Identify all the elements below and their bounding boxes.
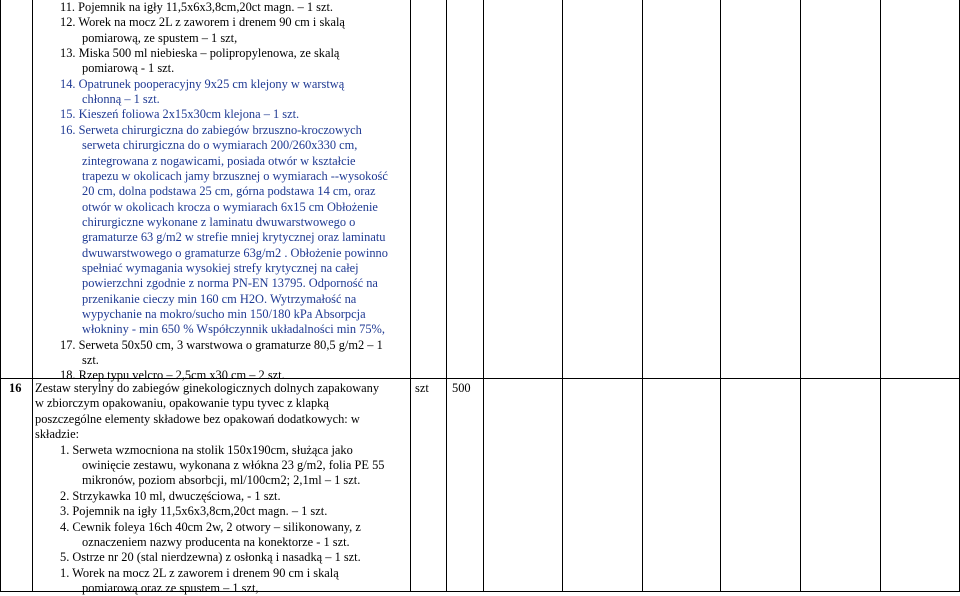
description-line: otwór w okolicach krocza o wymiarach 6x15 cm Obłożenie <box>82 199 378 214</box>
description-line: 1. Worek na mocz 2L z zaworem i drenem 90 cm i skalą <box>60 565 339 580</box>
description-line: włokniny - min 650 % Współczynnik układalności min 75%, <box>82 322 385 337</box>
description-line: składzie: <box>35 427 80 442</box>
description-line: gramaturze 63 g/m2 w strefie mniej krytycznej oraz laminatu <box>82 230 386 245</box>
description-line: pomiarową - 1 szt. <box>82 61 175 76</box>
description-line: 3. Pojemnik na igły 11,5x6x3,8cm,20ct magn. – 1 szt. <box>60 504 328 519</box>
description-line: 1. Serweta wzmocniona na stolik 150x190cm, służąca jako <box>60 442 353 457</box>
description-line: poszczególne elementy składowe bez opakowań dodatkowych: w <box>35 411 360 426</box>
description-line: 20 cm, dolna podstawa 25 cm, górna podstawa 14 cm, oraz <box>82 184 376 199</box>
description-line: 13. Miska 500 ml niebieska – polipropylenowa, ze skalą <box>60 46 340 61</box>
description-line: owinięcie zestawu, wykonana z włókna 23 g/m2, folia PE 55 <box>82 458 385 472</box>
description-line: 14. Opatrunek pooperacyjny 9x25 cm klejony w warstwą <box>60 76 345 91</box>
description-line: 17. Serweta 50x50 cm, 3 warstwowa o gramaturze 80,5 g/m2 – 1 <box>60 337 383 352</box>
quantity: 500 <box>452 381 471 395</box>
description-line: spełniać wymagania wysokiej strefy krytycznej na całej <box>82 260 359 275</box>
description-line: 15. Kieszeń foliowa 2x15x30cm klejona – 1 szt. <box>60 107 300 122</box>
description-line: 2. Strzykawka 10 ml, dwuczęściowa, - 1 szt. <box>60 488 281 503</box>
description-line: dwuwarstwowego o gramaturze 63g/m2 . Obłożenie powinno <box>82 245 388 260</box>
description-line: powierzchni zgodnie z norma PN-EN 13795. Odporność na <box>82 276 378 291</box>
description-line: w zbiorczym opakowaniu, opakowanie typu tyvec z klapką <box>35 396 329 411</box>
item-number: 16 <box>9 381 22 395</box>
description-line: trapezu w okolicach jamy brzusznej o wymiarach --wysokość <box>82 168 388 183</box>
description-line: pomiarową oraz ze spustem – 1 szt, <box>82 581 259 596</box>
description-line: 4. Cewnik foleya 16ch 40cm 2w, 2 otwory – silikonowany, z <box>60 519 361 534</box>
description-line: pomiarową, ze spustem – 1 szt, <box>82 30 238 45</box>
description-line: chirurgiczne wykonane z laminatu dwuwarstwowego o <box>82 214 356 229</box>
description-line: 12. Worek na mocz 2L z zaworem i drenem 90 cm i skalą <box>60 15 345 30</box>
description-line: wypychanie na mokro/sucho min 150/180 kPa Absorpcja <box>82 307 366 321</box>
description-line: oznaczeniem nazwy producenta na konektorze - 1 szt. <box>82 535 350 549</box>
description-line: 11. Pojemnik na igły 11,5x6x3,8cm,20ct magn. – 1 szt. <box>60 0 334 14</box>
description-line: zintegrowana z nogawicami, posiada otwór w kształcie <box>82 153 356 168</box>
description-line: 18. Rzep typu velcro – 2,5cm x30 cm – 2 szt. <box>60 368 285 383</box>
description-line: szt. <box>82 353 99 368</box>
description-line: chłonną – 1 szt. <box>82 92 160 107</box>
description-line: 16. Serweta chirurgiczna do zabiegów brzuszno-kroczowych <box>60 122 362 137</box>
description-line: serweta chirurgiczna do o wymiarach 200/260x330 cm, <box>82 138 358 153</box>
unit-of-measure: szt <box>415 381 429 395</box>
description-line: mikronów, poziom absorbcji, ml/100cm2; 2,1ml – 1 szt. <box>82 473 361 488</box>
description-line: Zestaw sterylny do zabiegów ginekologicznych dolnych zapakowany <box>35 381 380 395</box>
description-line: przenikanie cieczy min 160 cm H2O. Wytrzymałość na <box>82 291 357 306</box>
description-line: 5. Ostrze nr 20 (stal nierdzewna) z osłonką i nasadką – 1 szt. <box>60 550 361 565</box>
